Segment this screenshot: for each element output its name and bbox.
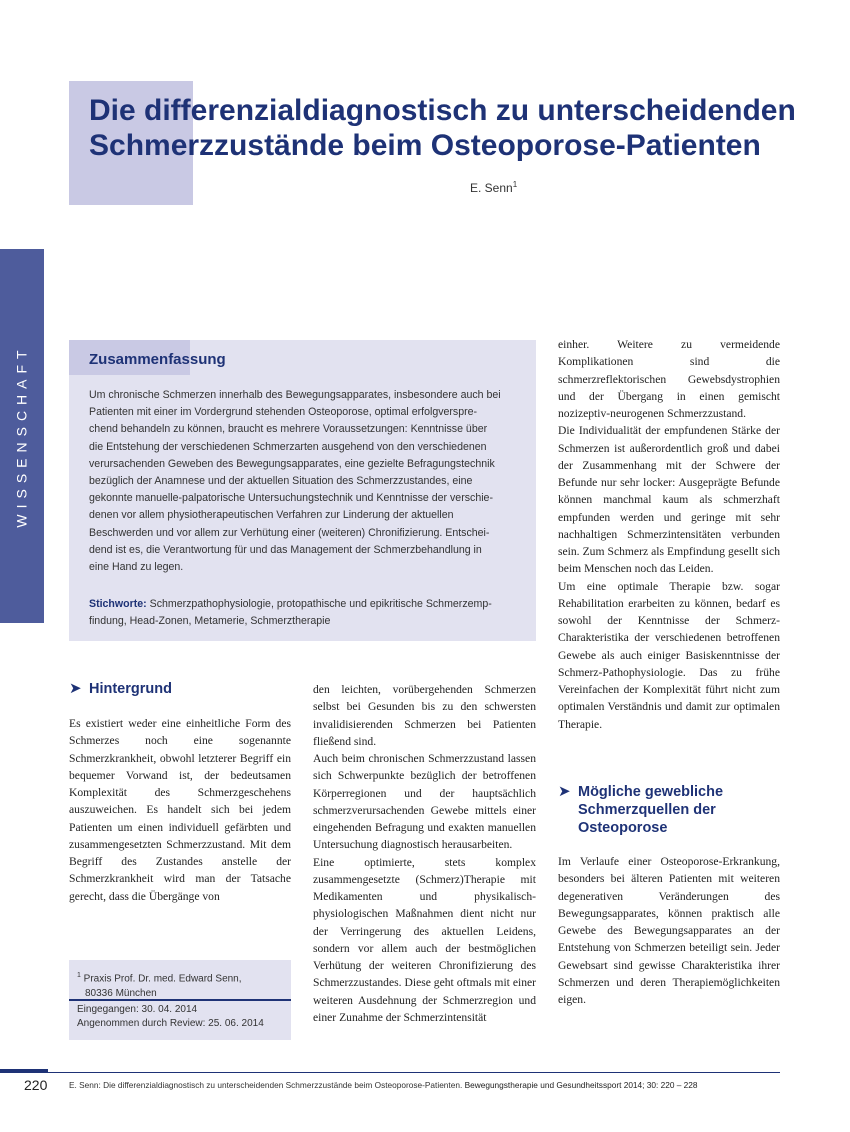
abstract-line: die Entstehung der verschiedenen Schmerzarten ausgehend von den verschiedenen [89, 440, 487, 453]
affiliation-line-1 [77, 969, 287, 987]
keywords-line-1 [89, 596, 519, 613]
paragraph: Auch beim chronischen Schmerzzustand lassen sich Schwerpunkte bezüglich der betroffenen Körperregionen und der hauptsächlich schmerzverursachenden Gewebe mittels einer eingehenden Befragung und exakten manuellen Untersuchung diagnostisch herausarbeiten. [313, 752, 536, 852]
body-column-left [69, 715, 291, 905]
keywords-text-1: Schmerzpathophysiologie, protopathische und epikritische Schmerzemp- [146, 598, 492, 610]
citation-text: E. Senn: Die differenzialdiagnostisch zu unterscheidenden Schmerzzustände beim Osteoporose-Patienten. [69, 1080, 463, 1090]
title-line-2: Schmerzzustände beim Osteoporose-Patienten [89, 129, 761, 162]
body-column-middle [313, 681, 536, 1026]
title-line-1: Die differenzialdiagnostisch zu unterscheidenden [89, 94, 796, 127]
submission-dates [77, 1003, 289, 1031]
section-side-label: WISSENSCHAFT [14, 344, 31, 528]
keywords [89, 596, 519, 630]
affiliation-footnote [77, 969, 287, 1001]
author [470, 180, 517, 195]
abstract-line: verursachenden Geweben des Bewegungsapparates, eine gezielte Befragungstechnik [89, 457, 495, 470]
abstract-line: bezüglich der Anamnese und der aktuellen Situation des Schmerzzustandes, eine [89, 475, 473, 488]
body-column-right-top [558, 336, 780, 733]
heading-moegliche-schmerzquellen [578, 783, 778, 837]
abstract-line: dend ist es, die Verantwortung für und das Management der Schmerzbehandlung in [89, 543, 482, 556]
journal-reference: Bewegungstherapie und Gesundheitssport 2014; 30: 220 – 228 [462, 1080, 698, 1090]
abstract-line: denen vor allem physiotherapeutischen Verfahren zur Linderung der aktuellen [89, 509, 454, 522]
footer-rule [48, 1072, 780, 1073]
section-arrow-icon: ➤ [558, 782, 571, 800]
abstract-heading: Zusammenfassung [89, 351, 226, 368]
abstract-line: gekonnte manuelle-palpatorische Untersuchungstechnik und Kenntnisse der verschie- [89, 492, 493, 505]
paragraph: Im Verlaufe einer Osteoporose-Erkrankung, besonders bei älteren Patienten mit weiteren degenerativen Veränderungen des Bewegungsapparates, können praktisch alle Gewebe des Bewegungsapparates an der Entstehung von Schmerzen beteiligt sein. Jeder Gewebsart sind gewisse Charakteristika ihrer Schmerzen und deren Therapiemöglichkeiten eigen. [558, 855, 780, 1006]
accepted-date: Angenommen durch Review: 25. 06. 2014 [77, 1018, 264, 1029]
abstract-line: Beschwerden und vor allem zur Verhütung einer (weiteren) Chronifizierung. Entschei- [89, 526, 490, 539]
abstract-line: Patienten mit einer im Vordergrund stehenden Osteoporose, optimal erfolgverspre- [89, 406, 478, 419]
heading-line: Osteoporose [578, 820, 668, 836]
page-number: 220 [24, 1077, 48, 1093]
abstract-line: chend behandeln zu können, braucht es mehrere Voraussetzungen: Kenntnisse über [89, 423, 488, 436]
abstract-line: eine Hand zu legen. [89, 561, 184, 574]
footer-accent-bar [0, 1069, 48, 1073]
affiliation-mark: 1 [77, 972, 81, 979]
footer-citation [69, 1080, 698, 1090]
heading-hintergrund: Hintergrund [89, 681, 172, 697]
abstract-line: Um chronische Schmerzen innerhalb des Bewegungsapparates, insbesondere auch bei [89, 389, 501, 401]
received-date: Eingegangen: 30. 04. 2014 [77, 1004, 198, 1015]
footnote-divider [69, 999, 291, 1001]
heading-line: Mögliche gewebliche [578, 784, 724, 800]
paragraph: Um eine optimale Therapie bzw. sogar Rehabilitation erarbeiten zu können, bedarf es sowohl der Kenntnisse der Schmerz-Charakteristika der verschiedenen betroffenen Gewebe als auch einiger Basiskenntnisse der Schmerz-Pathophysiologie. Das zu frühe Vereinfachen der Komplexität führt nicht zum optimalen Verständnis und damit zur optimalen Therapie. [558, 579, 780, 731]
affiliation-text: Praxis Prof. Dr. med. Edward Senn, [80, 973, 242, 985]
article-title [89, 93, 809, 163]
keywords-text-2: findung, Head-Zonen, Metamerie, Schmerztherapie [89, 615, 331, 628]
paragraph: den leichten, vorübergehenden Schmerzen selbst bei Gesunden bis zu den schwersten invalidisierenden Schmerzen bei Patienten fließend sind. [313, 683, 536, 748]
keywords-label: Stichworte: [89, 598, 147, 610]
paragraph: Eine optimierte, stets komplex zusammengesetzte (Schmerz)Therapie mit Medikamenten und physikalisch-physiologischen Maßnahmen dient nicht nur der Verringerung des aktuellen Leidens, sondern vor allem auch der bestmöglichen Verhütung der weiteren Chronifizierung des Schmerzzustandes. Diese geht oftmals mit einer weiteren Ausdehnung der Schmerzregion und einer Zunahme der Schmerzintensität [313, 855, 536, 1024]
heading-line: Schmerzquellen der [578, 802, 716, 818]
paragraph: Die Individualität der empfundenen Stärke der Schmerzen ist außerordentlich groß und dabei der Zusammenhang mit der Schwere der Befunde nur sehr locker: Ausgeprägte Befunde können manchmal kaum als schmerzhaft empfunden werden und geringe mit sehr nachhaltigen Schmerzintensitäten verbunden sein. Zum Schmerz als Empfindung gesellt sich beim Menschen noch das Leiden. [558, 424, 780, 576]
abstract-text [89, 387, 519, 576]
author-affiliation-mark: 1 [512, 180, 518, 189]
section-arrow-icon: ➤ [69, 679, 82, 697]
paragraph: Es existiert weder eine einheitliche Form des Schmerzes noch eine sogenannte Schmerzkrankheit, obwohl letzterer Begriff ein bequemer Vorwand ist, der bedeutsamen Komplexität des Schmerzgeschehens auszuweichen. Es handelt sich bei jedem Patienten um einen individuell gefärbten und zusammengesetzten Schmerzzustand. Mit dem Begriff des Zustandes anstelle der Schmerzkrankheit wird man der Tatsache gerecht, dass die Übergänge von [69, 717, 291, 903]
body-column-right-bottom [558, 853, 780, 1008]
section-side-label-wrap [0, 249, 44, 623]
author-name: E. Senn [470, 181, 513, 195]
affiliation-line-2: 80336 München [85, 987, 157, 999]
paragraph: einher. Weitere zu vermeidende Komplikationen sind die schmerzreflektorischen Gewebsdystrophien und der Übergang in einen gemischt nozizeptiv-neurogenen Schmerzzustand. [558, 338, 780, 420]
